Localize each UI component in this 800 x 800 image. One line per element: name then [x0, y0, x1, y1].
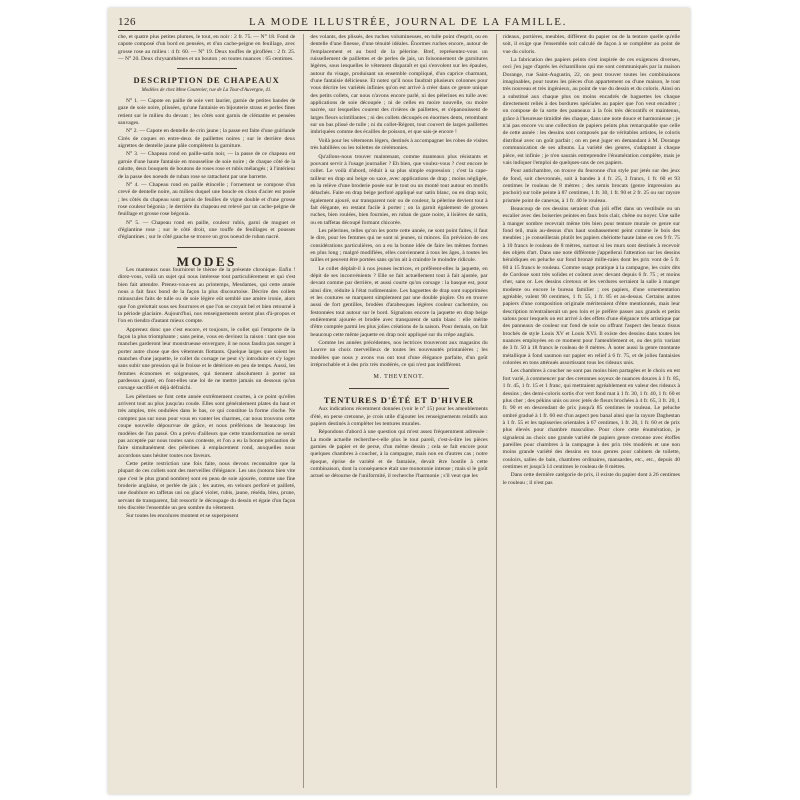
divider-rule	[349, 388, 449, 389]
paragraph: des volants, des plissés, des ruches volumineuses, en tulle point d'esprit, ou en dentelle d'une finesse, d'une ténuité idéales. Énormes ruches encore, autour de l'emplacement et au bord de la pèlerine. Bref, représentez-vous un ruissellement de paillettes et de perles de jais, un foisonnement de garnitures légères, sous lesquelles le vêtement disparaît et qui s'envolent sur les épaules, autour du visage, produisant un ensemble compliqué, d'un caprice charmant, d'une fantaisie délicieuse. Et notez qu'il nous faudrait plusieurs colonnes pour vous décrire les variétés infinies qu'on est arrivé à créer dans ce genre unique des petits collets, car nous n'avons encore parlé, ni des pèlerines en tulle avec applications de soie découpée ; ni de celles en moire nouvelle, ou moire nacrée, sur lesquelles courent des rivières de paillettes, et s'épanouissent de larges fleurs scintillantes ; ni des collets découpés en énormes dents, retombant sur un bas plissé de tulle ; ni du collet-Régent, tout couvert de larges paillettes imbriquées comme des écailles de poisson, et que sais-je encore !	[310, 34, 488, 136]
paragraph: che, et quatre plus petites plumes, le tout, en noir : 2 fr. 75. — N° 18. Fond de capote composé d'un bord en pensées, et d'un cache-peigne en feuillage, avec grosse rose au milieu : 4 fr. 60. — N° 19. Deux touffes de giroflées : 2 fr. 25. — N° 20. Deux chrysanthèmes et un bouton ; en toutes nuances : 65 centimes.	[118, 34, 296, 63]
paragraph: N° 2. — Capote en dentelle de crin jaune ; la passe est faite d'une guirlande Cirès de coques en entre-deux de paillettes noires ; sur le derrière deux aigrettes de dentelle jaune pâle complètent la garniture.	[118, 128, 296, 150]
paragraph: Le collet déplaît-il à nos jeunes lectrices, et préfèrent-elles la jaquette, en dépit de ses inconvénients ? Elle se fait actuellement tout à fait ajustée, par devant comme par derrière, et aussi courte qu'on corsage : la basque est, pour ainsi dire, réduite à l'état rudimentaire. Les baguettes de drap sont supprimées et les coutures se marquent simplement par une double piqûre. On en trouve aussi de fort gentilles, brodées d'arabesques légères couleur cachemire, ou festonnées tout autour sur le bord. Signalons encore la jaquette en drap beige entièrement ajourée et brodée avec transparent de satin blanc : elle mérite d'être comptée parmi les plus jolies créations de la saison. Pour demain, on fait beaucoup cette même jaquette en drap noir appliqué sur du crêpe anglais.	[310, 265, 488, 338]
paragraph: Les chambres à coucher ne sont pas moins bien partagées et le choix en est fort varié, à commencer par des cretonnes soyeux de nuances douces à 1 fr. 85, 1 fr. 45, 1 fr. 15 et 1 franc, qui mettraient agréablement en valeur des rideaux à dessins ; des demi-coloris sortis d'or vert fond mat à 1 fr. 30, 1 fr. 40, 1 fr. 60 et plus cher ; des pékins unis ou avec jetés de fleurs brochées à 4 fr. 65, 3 fr. 20, 1 fr. 90 et en descendant de prix jusqu'à 85 centimes le rouleau. Le peluche ombré gradué à 1 fr. 60 est d'un aspect peu banal ainsi que la rayure Daghestan à 1 fr. 55 et les tapisseries orientales à 67 centimes, 1 fr. 20, 1 fr. 60 et de prix plus élevés pour chambre masculine. Pour clore cette énumération, je signalerai au choix une grande variété de papiers genre cretonne avec étoffes pareilles pour chambres à la campagne à des prix très modérés et une non moins grande variété des dessins en tous genres pour cabinets de toilette, couloirs, salles de bain, chambres ordinaires, mansardes, etc., etc., depuis 40 centimes et jusqu'à 14 centimes le rouleau de 8 mètres.	[502, 368, 680, 470]
divider-rule	[177, 68, 237, 69]
paragraph: N° 4. — Chapeau rond en paille étincelle ; l'ornement se compose d'un crevé de dentelle noire, au milieu duquel une boucle en clous d'acier est posée ; les côtés du chapeau sont garnis de feuilles de vigne double et d'une grosse rose couleur bégonia ; le derrière du chapeau est relevé par un cache-peigne de feuillage et grosse rose bégonia.	[118, 181, 296, 218]
paragraph: N° 5. — Chapeau rond en paille, couleur rubis, garni de muguet et d'églantine rose ; sur le côté droit, une touffe de feuillages et pousses d'églantines ; sur le côté gauche se trouve un gros noeud de ruban nacré.	[118, 219, 296, 241]
paragraph: Les manteaux nous fournirent le thème de la présente chronique. Enfin ! direz-vous, voilà un sujet qui nous intéresse tout particulièrement et qui s'est bien fait attendre. Prenez-vous-en au printemps, Mesdames, qui cette année nous a fait faux bond de la façon la plus discourtoise. Décrire des collets minuscules faits de tulle ou de soie légère eût semblé une amère ironie, alors que l'on grelottait sous ses fourrures et que l'on se croyait bel et bien retourné à la période glaciaire. Aujourd'hui, nos renseignements seront plus d'à-propos et l'on en tiendra d'autant mieux compte.	[118, 266, 296, 325]
section-title-chapeaux: DESCRIPTION DE CHAPEAUX	[133, 75, 280, 86]
paragraph: Qu'allons-nous trouver maintenant, comme manteaux plus résistants et pouvant servir à l'usage journalier ? Eh bien, que voulez-vous ? c'est encore le collet. Le voilà d'abord, réduit à sa plus simple expression ; c'est la cape-tailleur en drap uni beige ou saxe, avec applications de drap ; moins négligée, en la relève d'une broderie posée sur le tout ou un monté tout autour en motifs détachés. Faite en drap beige perforé appliqué sur satin blanc, ou en drap noir, également ajouré, sur transparent noir ou de couleur, la pèlerine devient tout à fait élégante, en restant facile à porter ; on la garnit également de grosses ruches, bien roulées, bien fournies, en ruban de gaze noire, à lisières de satin, ou en taffetas découpé formant chicorée.	[310, 153, 488, 226]
section-title-modes: MODES	[176, 253, 237, 269]
divider-rule	[177, 247, 237, 248]
newspaper-page	[108, 8, 690, 794]
paragraph: Dans cette dernière catégorie de prix, il existe du papier dont à 26 centimes le rouleau ; il n'est pas	[502, 472, 680, 486]
paragraph: La fabrication des papiers peints s'est inspirée de ces exigences diverses, ceci j'en juge d'après les échantillons qui me sont communiqués par la maison Dorange, rue Saint-Augustin, 22, on peut trouver toutes les combinaisons imaginables, pour toutes les pièces d'un appartement ou d'une maison, le tout très nouveau et très ingénieux, au point de vue du dessin et du coloris. Ainsi on a substitué aux chaque plus ou moins encadrés de baguettes les chaque directement reliés à des bordures spéciales au papier que l'on veut encadrer ; on compose de la sorte des panneaux à la fois très décoratifs et maintenus, grâce à l'heureuse timidité des chaque, dans une note douce et harmonieuse ; je n'ai pas encore vu une collection de papiers peints plus remarquable que celle de cette année : les dessins sont composés par de véritables artistes, le coloris distribué avec un goût parfait ; on en peut juger en demandant à M. Dorange communication de ses albums. La variété des genres, s'adaptant à chaque pièce, est infinie ; je n'en saurais entreprendre l'énumération complète, mais je vais indiquer l'emploi de quelques-uns de ces papiers.	[502, 57, 680, 166]
paragraph: Répondons d'abord à une question qui m'est assez fréquemment adressée : La mode actuelle recherche-t-elle plus le tout pareil, c'est-à-dire les pièces garnies de papier et de perse, d'un même dessin ; cela se fait encore pour quelques chambres à coucher, à la campagne, mais non en d'autres cas ; notre époque, éprise de variété et de fantaisie, devait être hostile à cette combinaison, dont la conséquence était une monotonie intense ; mais si le goût actuel se détourne de l'uniformité, il recherche l'harmonie ; s'il veut que les	[310, 429, 488, 480]
journal-title: LA MODE ILLUSTRÉE, JOURNAL DE LA FAMILLE.	[249, 16, 567, 28]
paragraph: Cette petite restriction une fois faite, nous devons reconnaître que la plupart de ces collets sont des merveilles d'élégance. Les uns (notons bien vite que c'est le plus grand nombre) sont en peau de soie ajourée, comme une fine broderie anglaise, et perlée de jais ; les autres, en velours perforé et pailleté, une doublure en taffetas uni ou glacé violet, rubis, jaune, réséda, bleu, prune, servant de transparent, fait ressortir le découpage du dessin et égaie d'un façon très discrète l'ensemble un peu sombre du vêtement.	[118, 460, 296, 511]
paragraph: Pour antichambre, on trouve du feuronne d'un style pur jetés sur des jeux de fond, soit chevronnés, soit à bandes à 4 fr. 25, 3 francs, 1 fr. 60 et 93 centimes le rouleau de 8 mètres ; des semis brocats (genre impression au pochoir) sur toile peinte à 87 centimes, 1 fr. 30, 1 fr. 90 et 2 fr. 25 ou sur rayure prismée point de canevas, à 1 fr. 40 le rouleau.	[502, 168, 680, 204]
paragraph: Beaucoup de ces dessins seraient d'un joli effet dans un vestibule ou un escalier avec des boiseries peintes en faux bois clair, chêne ou noyer. Une salle à manger sombre recevrait même très bien pour tenture murale ce genre sur fond teil, mais au-dessus d'un haut soubassement peint comme le bois des meubles ; je conseillerais plutôt les papiers chériotte haute laine en ces 9 fr. 75 à 10 francs le rouleau de 8 mètres, surtout si les murs sont destinés à recevoir des objets d'art. Dans une note différente j'appellerai l'attention sur les dessins héraldiques en peluche sur fond bronzé mille-raies dont les prix vont de 5 fr. 60 à 15 francs le rouleau. Comme usage pratique à la campagne, les cuirs dits de Cordoue sont très solides et coûtent avec devant depuis 6 fr. 75 ; et moins cher, sans or. Les dessins ciretoux et les verdures serraient la salle à manger modeste ou encore le bureau familier ; ces papiers, d'une ornementation agréable, valent 90 centimes, 1 fr. 55, 1 fr. 85 et au-dessus. Certains autres papiers d'une composition originale mériteraient d'être mentionnés, mais leur description m'entraînerait un peu loin et je préfère passer aux grands et petits salons pour lesquels on est arrivé à des effets d'une élégance très artistique par des panneaux de couleur sur fond de soie ou offrant l'aspect des beaux tissus brochés de style Louis XV et Louis XVI. Il existe des dessins dans toutes les nuances employées en ce moment pour l'ameublement et, ou des prix variant de 3 fr. 50 à 18 francs le rouleau de 8 mètres. À noter aussi la genre montante métallique à fond saumon sur papier en relief à 6 fr. 75, et de jolies fantaisies colorées en tons atténués assortissant tous les rideaux unis.	[502, 205, 680, 367]
column-left	[118, 34, 295, 788]
paragraph: Voilà pour les vêtements légers, destinés à accompagner les robes de visites très habillées ou les toilettes de cérémonies.	[310, 137, 488, 152]
author-signature: M. THEVENOT.	[373, 374, 425, 381]
paragraph: Comme les années précédentes, nos lectrices trouveront aux magasins du Louvre un choix merveilleux de toutes les nouveautés printanières ; les modèles que nous y avons vus ont tout d'une élégance parfaite, d'un goût irréprochable et à des prix très modérés, ce qui n'est pas indifférent.	[310, 340, 488, 369]
paragraph: Aux indications récemment données (voir le n° 15) pour les ameublements d'été, en perse cretonne, je crois utile d'ajouter les renseignements relatifs aux papiers destinés à compléter les tentures murales.	[310, 406, 488, 427]
paragraph: rideaux, portières, meubles, diffèrent du papier ou de la tenture quelle qu'elle soit, il exige que l'ensemble soit calculé de façon à se compléter au point de vue du coloris.	[502, 34, 680, 55]
paragraph: Les pèlerines se font cette année extrêmement courtes, à ce point qu'elles arrivent tout au plus jusqu'au coude. Elles sont généralement plates du haut et très amples, très ondulées dans le bas, ce qui constitue la forme cloche. Ne comptez pas sur nous pour vous en vanter les charmes, car nous trouvons cette coupe nouvelle dépourvue de grâce, et nous préférions de beaucoup les modèles de l'an passé. On a prévu d'ailleurs que cette transformation ne serait pas acceptée par nous toutes sans conteste, et l'on a eu la bonne précaution de faire simultanément des pèlerines à emplacement rond, auxquelles nous accordons sans hésiter toutes nos faveurs.	[118, 393, 296, 459]
masthead	[118, 14, 680, 31]
column-middle	[303, 34, 487, 788]
paragraph: Les pèlerines, telles qu'on les porte cette année, ne sont point faites, il faut le dire, pour les femmes qui ne sont ni jeunes, ni minces. En prévision de ces considérations particulières, on a eu la bonne idée de faire les mêmes formes en plus long ; malgré modifiées, elles conviennent à tous les âges, à toutes les tailles et peuvent être portées sans qu'on ait à craindre le moindre ridicule.	[310, 227, 488, 264]
paragraph: N° 1. — Capote en paille de soie vert laurier, garnie de petites bandes de gaze de soie noire, plissées, qu'une fantaisie en bijouterie strass et perles fines retient sur le milieu du devant ; les côtés sont garnis de clématite et pensées sauvages.	[118, 98, 296, 127]
paragraph: N° 3. — Chapeau rond en paille-satin noir, — la passe de ce chapeau est garnie d'une haute fantaisie en mousseline de soie noire ; de chaque côté de la calotte, deux bouquets de boutons de roses rose et rubis mélangés ; à l'intérieur de la passe des noeuds de ruban rose se rattachent par une barrette.	[118, 151, 296, 180]
column-right	[496, 34, 680, 788]
section-subtitle: Modèles de chez Mme Coutenier, rue de La Tour-d'Auvergne, 41.	[141, 87, 272, 93]
text-columns	[118, 34, 680, 788]
paragraph: Apprenez donc que c'est encore, et toujours, le collet qui l'emporte de la façon la plus triomphante ; sans peine, vous en devinez la raison : tant que nos manches garderont leur monstrueuse envergure, il ne nous faudra pas songer à porter autre chose que des vêtements flottants. Quelque larges que soient les manches d'une jaquette, le collet du corsage ne peut s'y introduire et s'y loger sans subir une pression qui le froisse et le détériore en peu de temps. Aussi, les femmes économes et soigneuses, qui tiennent absolument à porter un pardessus ajusté, en font-elles une loi de ne mettre jamais un dessous qu'un corsage sacrifié et déjà défraîchi.	[118, 326, 296, 392]
page-number: 126	[118, 16, 136, 28]
section-title-tentures: TENTURES D'ÉTÉ ET D'HIVER	[323, 394, 475, 405]
paragraph: Sur toutes les encolures montent et se superposent	[126, 513, 239, 520]
